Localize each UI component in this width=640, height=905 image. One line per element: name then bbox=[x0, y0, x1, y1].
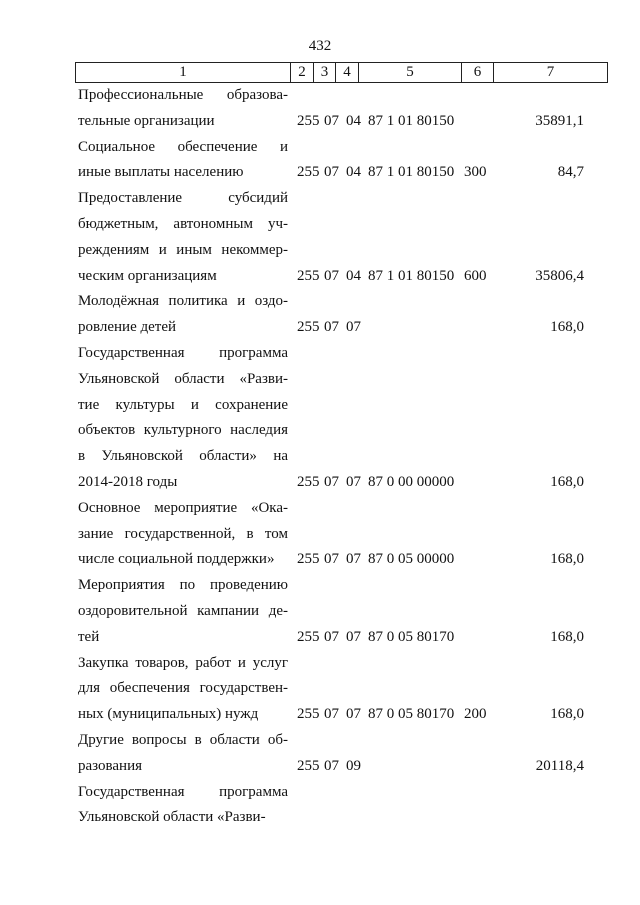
cell-col-4: 04 bbox=[346, 267, 361, 284]
row-name-line: Ульяновской области «Разви- bbox=[78, 809, 266, 826]
cell-col-4: 09 bbox=[346, 757, 361, 774]
row-name bbox=[78, 728, 288, 780]
cell-col-6: 600 bbox=[464, 267, 487, 284]
row-name-line: Государственная программа bbox=[78, 783, 288, 800]
row-name-line: тей bbox=[78, 628, 100, 645]
table-row bbox=[78, 186, 608, 289]
cell-col-6 bbox=[464, 315, 502, 341]
cell-col-4: 04 bbox=[346, 112, 361, 129]
row-name bbox=[78, 289, 288, 341]
row-name-line: ческим организациям bbox=[78, 267, 217, 284]
row-name-line: Мероприятия по проведению bbox=[78, 577, 288, 594]
header-col-3: 3 bbox=[313, 63, 335, 82]
cell-col-5: 87 1 01 80150 bbox=[368, 164, 455, 181]
row-name-line: числе социальной поддержки» bbox=[78, 551, 275, 568]
row-name-line: Закупка товаров, работ и услуг bbox=[78, 654, 288, 671]
cell-col-2: 255 bbox=[297, 267, 320, 284]
cell-col-3: 07 bbox=[324, 267, 339, 284]
row-name bbox=[78, 83, 288, 135]
cell-col-6: 300 bbox=[464, 164, 487, 181]
row-name-line: Молодёжная политика и оздо- bbox=[78, 293, 288, 310]
row-name-line: оздоровительной кампании де- bbox=[78, 602, 288, 619]
cell-col-7: 168,0 bbox=[550, 706, 584, 723]
table-row bbox=[78, 496, 608, 573]
row-name bbox=[78, 496, 288, 573]
table-body bbox=[78, 83, 608, 831]
cell-col-5: 87 0 00 00000 bbox=[368, 473, 455, 490]
cell-col-3: 07 bbox=[324, 628, 339, 645]
row-name-line: Ульяновской области «Разви- bbox=[78, 370, 288, 387]
table-row bbox=[78, 341, 608, 496]
cell-col-2: 255 bbox=[297, 319, 320, 336]
cell-col-5 bbox=[368, 315, 464, 341]
header-col-2: 2 bbox=[290, 63, 313, 82]
cell-col-3: 07 bbox=[324, 164, 339, 181]
cell-col-7: 168,0 bbox=[550, 551, 584, 568]
row-name-line: реждениям и иным некоммер- bbox=[78, 241, 288, 258]
cell-col-4: 07 bbox=[346, 551, 361, 568]
cell-col-7: 84,7 bbox=[557, 164, 584, 181]
cell-col-2: 255 bbox=[297, 551, 320, 568]
row-name-line: иные выплаты населению bbox=[78, 164, 244, 181]
row-name-line: тельные организации bbox=[78, 112, 215, 129]
row-name-line: для обеспечения государствен- bbox=[78, 680, 288, 697]
cell-col-3: 07 bbox=[324, 319, 339, 336]
row-name-line: бюджетным, автономным уч- bbox=[78, 215, 288, 232]
row-name-line: Другие вопросы в области об- bbox=[78, 731, 288, 748]
cell-col-4: 07 bbox=[346, 319, 361, 336]
cell-col-7: 168,0 bbox=[550, 319, 584, 336]
cell-col-5: 87 1 01 80150 bbox=[368, 112, 455, 129]
cell-col-5: 87 1 01 80150 bbox=[368, 267, 455, 284]
cell-col-3: 07 bbox=[324, 706, 339, 723]
table-row bbox=[78, 83, 608, 135]
row-name-line: Основное мероприятие «Ока- bbox=[78, 499, 288, 516]
table-row bbox=[78, 289, 608, 341]
row-name bbox=[78, 186, 288, 289]
header-col-6: 6 bbox=[461, 63, 493, 82]
cell-col-7: 35806,4 bbox=[535, 267, 584, 284]
cell-col-2: 255 bbox=[297, 757, 320, 774]
cell-col-3: 07 bbox=[324, 112, 339, 129]
cell-col-3: 07 bbox=[324, 757, 339, 774]
cell-col-6 bbox=[464, 754, 502, 780]
row-name bbox=[78, 341, 288, 496]
row-name-line: зание государственной, в том bbox=[78, 525, 288, 542]
row-name-line: Предоставление субсидий bbox=[78, 190, 288, 207]
row-name bbox=[78, 135, 288, 187]
cell-col-6 bbox=[464, 470, 502, 496]
row-name-line: разования bbox=[78, 757, 142, 774]
cell-col-5: 87 0 05 80170 bbox=[368, 706, 455, 723]
table-row bbox=[78, 651, 608, 728]
cell-col-7: 168,0 bbox=[550, 628, 584, 645]
table-row bbox=[78, 728, 608, 780]
page-number: 432 bbox=[308, 38, 332, 54]
header-col-5: 5 bbox=[358, 63, 461, 82]
table-row bbox=[78, 135, 608, 187]
cell-col-6 bbox=[464, 547, 502, 573]
cell-col-4: 07 bbox=[346, 473, 361, 490]
cell-col-5 bbox=[368, 754, 464, 780]
cell-col-6 bbox=[464, 109, 502, 135]
cell-col-4: 07 bbox=[346, 628, 361, 645]
cell-col-5: 87 0 05 80170 bbox=[368, 628, 455, 645]
table-row bbox=[78, 780, 608, 832]
row-name bbox=[78, 651, 288, 728]
cell-col-7: 20118,4 bbox=[535, 757, 584, 774]
row-name-line: в Ульяновской области» на bbox=[78, 448, 288, 465]
cell-col-2: 255 bbox=[297, 628, 320, 645]
row-name-line: объектов культурного наследия bbox=[78, 422, 288, 439]
cell-col-2: 255 bbox=[297, 706, 320, 723]
row-name-line: ных (муниципальных) нужд bbox=[78, 706, 259, 723]
row-name-line: 2014-2018 годы bbox=[78, 473, 178, 490]
cell-col-2: 255 bbox=[297, 473, 320, 490]
cell-col-3: 07 bbox=[324, 473, 339, 490]
cell-col-4: 04 bbox=[346, 164, 361, 181]
cell-col-7: 35891,1 bbox=[535, 112, 584, 129]
row-name-line: Профессиональные образова- bbox=[78, 87, 288, 103]
cell-col-3: 07 bbox=[324, 551, 339, 568]
row-name-line: Государственная программа bbox=[78, 344, 288, 361]
cell-col-4: 07 bbox=[346, 706, 361, 723]
cell-col-5: 87 0 05 00000 bbox=[368, 551, 455, 568]
table-header bbox=[75, 62, 608, 83]
cell-col-6 bbox=[464, 625, 502, 651]
cell-col-2: 255 bbox=[297, 112, 320, 129]
header-col-4: 4 bbox=[335, 63, 358, 82]
cell-col-2: 255 bbox=[297, 164, 320, 181]
row-name bbox=[78, 780, 288, 832]
row-name-line: ровление детей bbox=[78, 319, 177, 336]
header-col-1: 1 bbox=[179, 64, 187, 80]
row-name bbox=[78, 573, 288, 650]
cell-col-6: 200 bbox=[464, 706, 487, 723]
table-row bbox=[78, 573, 608, 650]
row-name-line: тие культуры и сохранение bbox=[78, 396, 288, 413]
row-name-line: Социальное обеспечение и bbox=[78, 138, 288, 155]
header-col-7: 7 bbox=[493, 63, 607, 82]
cell-col-7: 168,0 bbox=[550, 473, 584, 490]
